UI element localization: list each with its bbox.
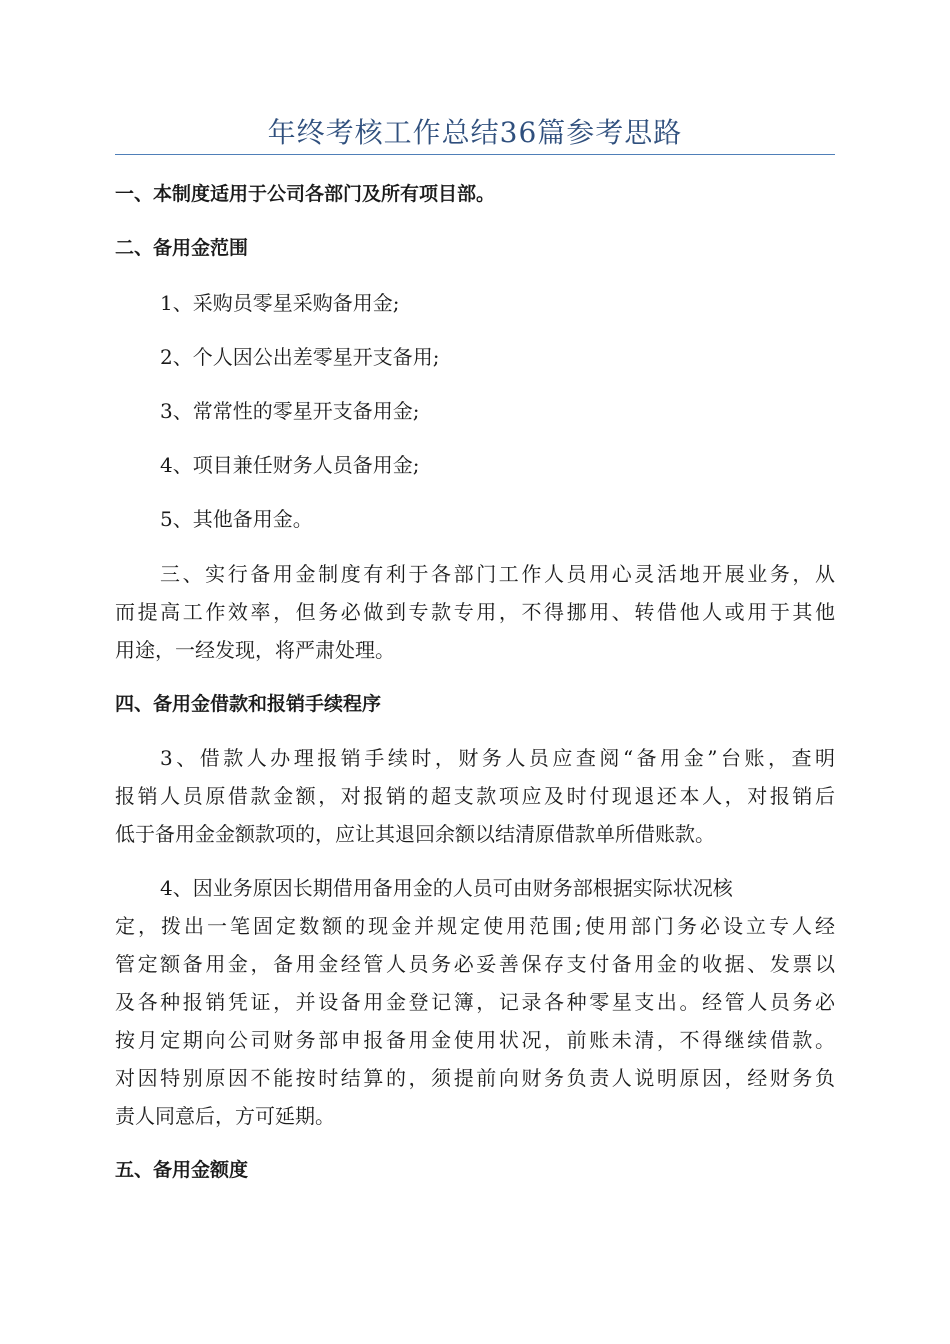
paragraph-line: 三、实行备用金制度有利于各部门工作人员用心灵活地开展业务，从: [160, 562, 835, 586]
paragraph-line: 而提高工作效率，但务必做到专款专用，不得挪用、转借他人或用于其他: [115, 600, 835, 624]
paragraph-line: 管定额备用金，备用金经管人员务必妥善保存支付备用金的收据、发票以: [115, 952, 835, 976]
paragraph-line: 对因特别原因不能按时结算的，须提前向财务负责人说明原因，经财务负: [115, 1066, 835, 1090]
title-underline: [115, 154, 835, 155]
paragraph-line: 报销人员原借款金额，对报销的超支款项应及时付现退还本人，对报销后: [115, 784, 835, 808]
paragraph-line: 定，拨出一笔固定数额的现金并规定使用范围;使用部门务必设立专人经: [115, 914, 835, 938]
paragraph-line: 责人同意后，方可延期。: [115, 1104, 335, 1128]
list-item: 5、其他备用金。: [160, 507, 313, 531]
list-item: 1、采购员零星采购备用金;: [160, 291, 400, 315]
list-item: 2、个人因公出差零星开支备用;: [160, 345, 440, 369]
section-heading-5: 五、备用金额度: [115, 1159, 249, 1181]
document-title: 年终考核工作总结36篇参考思路: [267, 116, 683, 149]
paragraph-line: 低于备用金金额款项的，应让其退回余额以结清原借款单所借账款。: [115, 822, 715, 846]
section-heading-4: 四、备用金借款和报销手续程序: [115, 693, 382, 715]
list-item: 3、常常性的零星开支备用金;: [160, 399, 420, 423]
list-item: 4、项目兼任财务人员备用金;: [160, 453, 420, 477]
paragraph-line: 3、借款人办理报销手续时，财务人员应查阅“备用金”台账，查明: [160, 746, 835, 770]
section-heading-1: 一、本制度适用于公司各部门及所有项目部。: [115, 183, 496, 205]
section-heading-2: 二、备用金范围: [115, 237, 249, 259]
paragraph-line: 4、因业务原因长期借用备用金的人员可由财务部根据实际状况核: [160, 876, 733, 900]
paragraph-line: 用途，一经发现，将严肃处理。: [115, 638, 395, 662]
paragraph-line: 及各种报销凭证，并设备用金登记簿，记录各种零星支出。经管人员务必: [115, 990, 835, 1014]
paragraph-line: 按月定期向公司财务部申报备用金使用状况，前账未清，不得继续借款。: [115, 1028, 835, 1052]
